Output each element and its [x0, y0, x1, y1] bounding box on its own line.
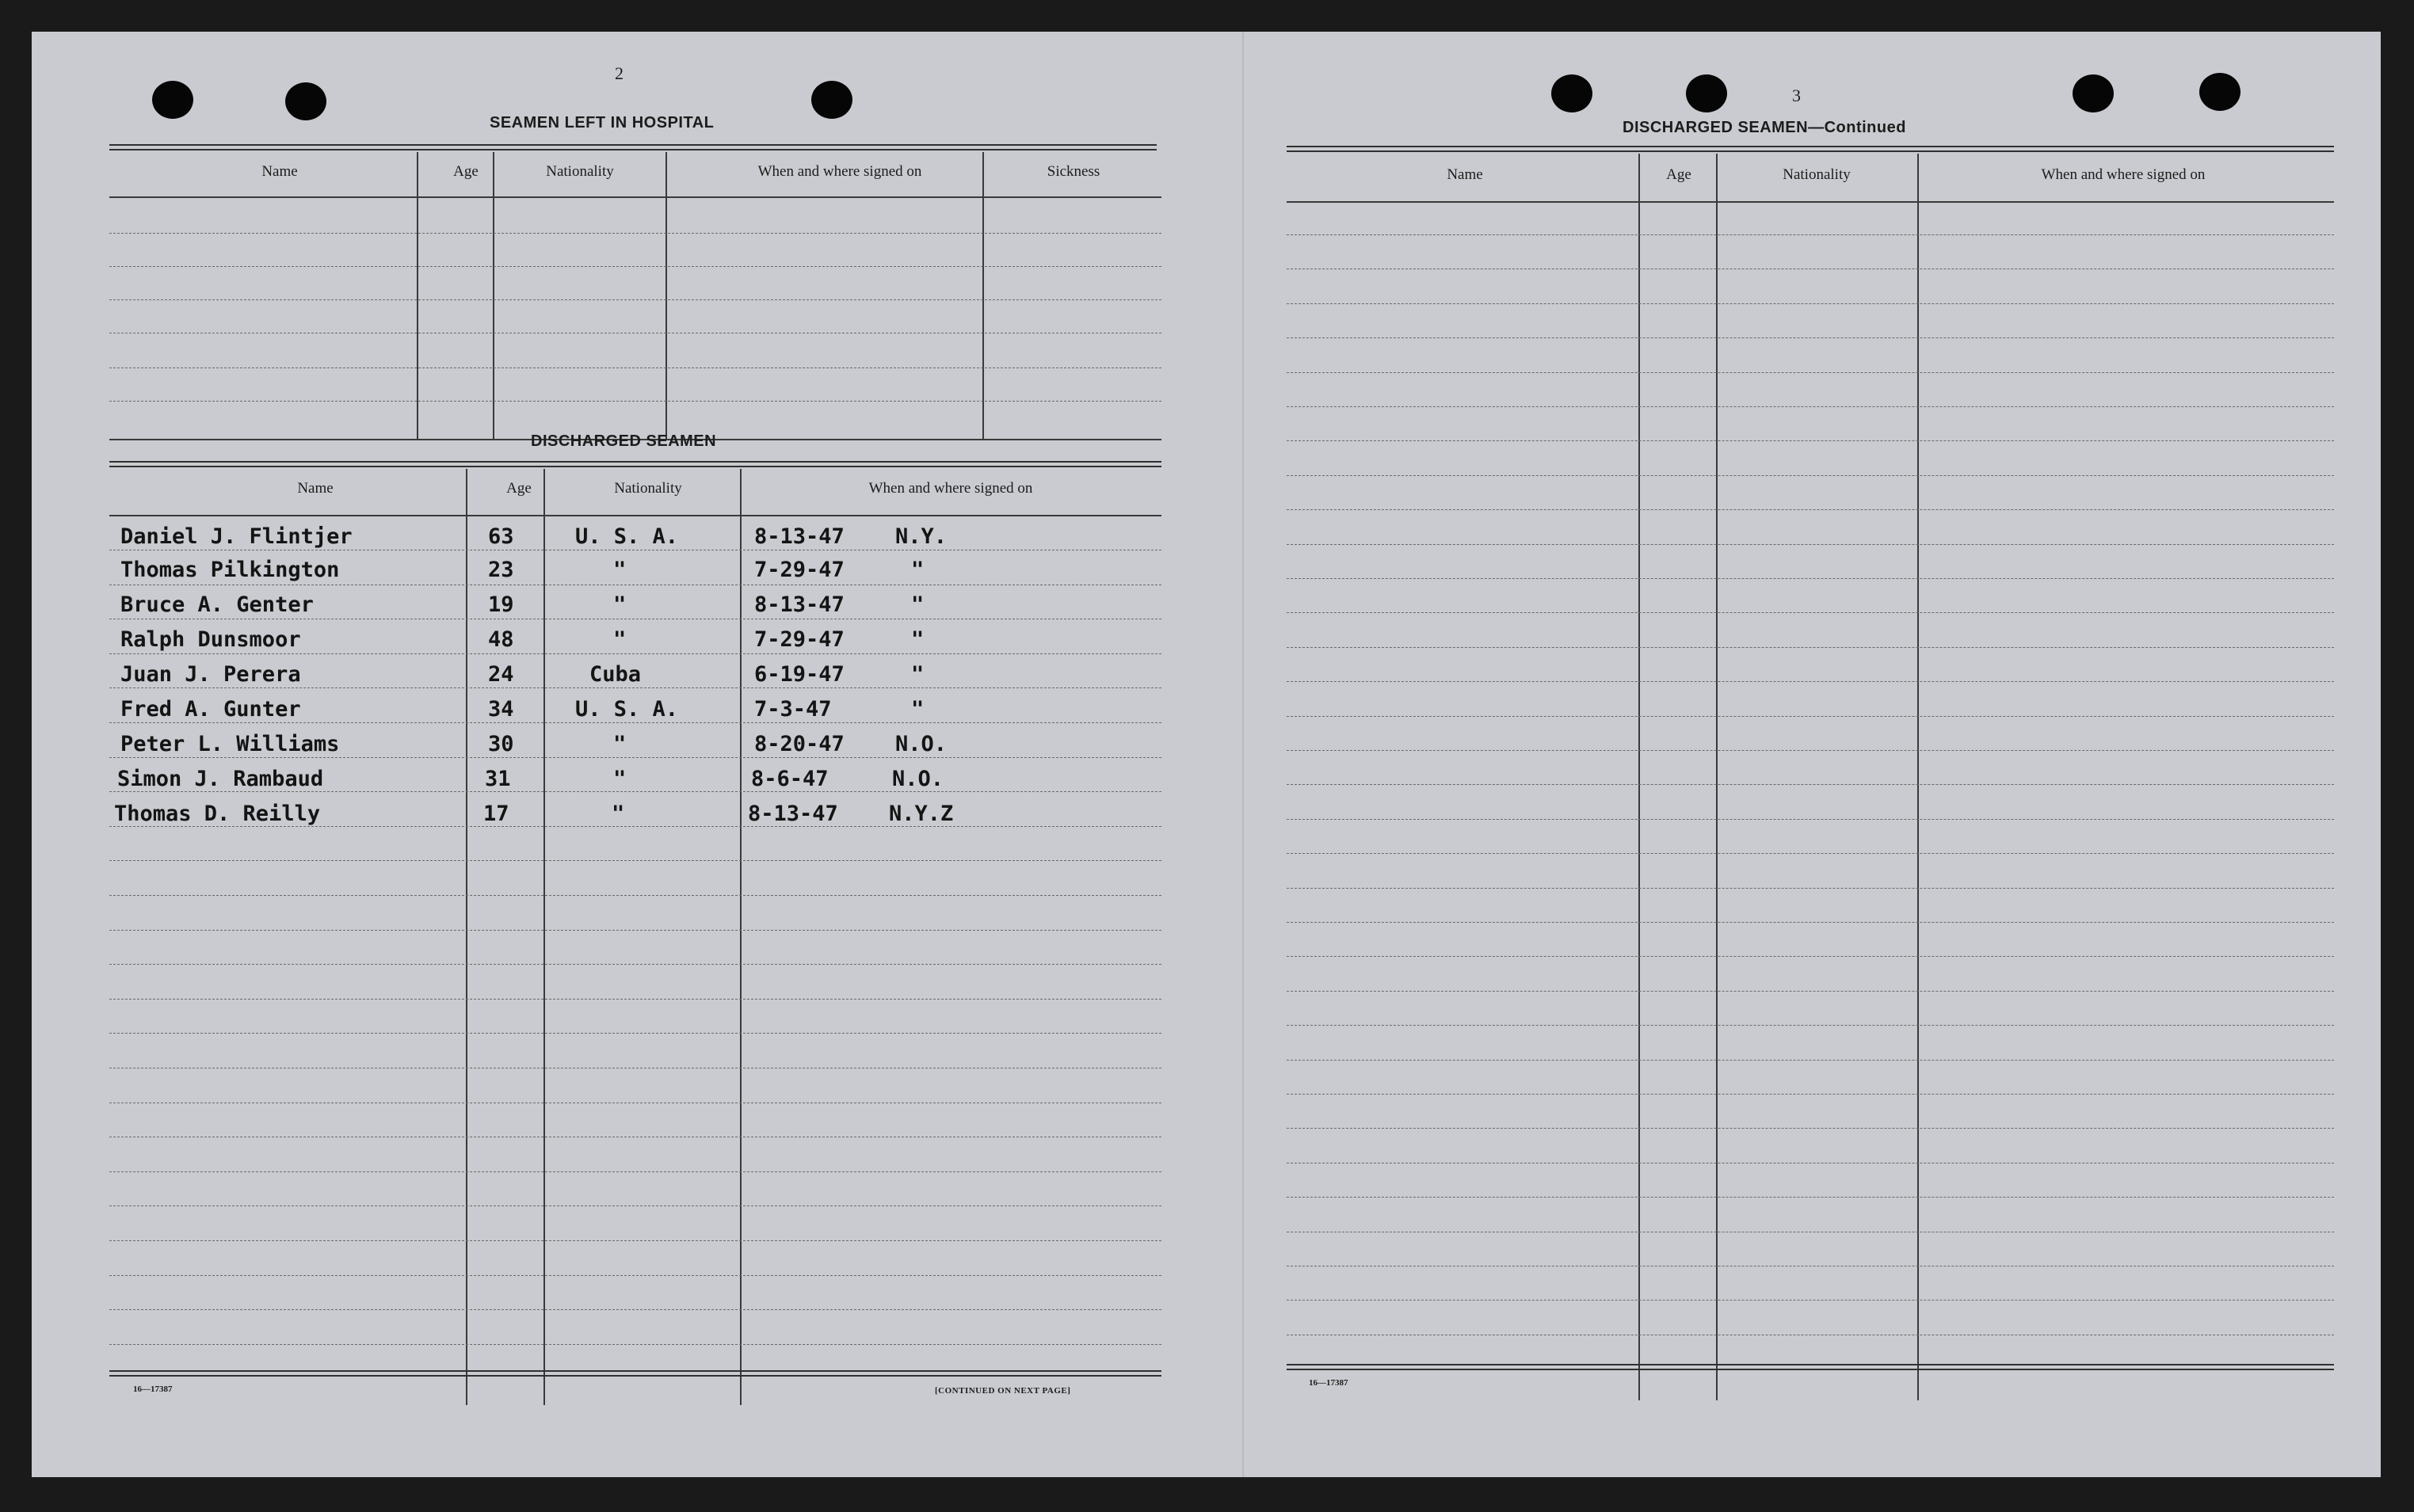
row-rule	[1287, 440, 2334, 441]
rule	[109, 144, 1157, 150]
seaman-name: Simon J. Rambaud	[117, 767, 324, 791]
discharged-title: DISCHARGED SEAMEN	[531, 432, 717, 450]
row-rule	[109, 964, 1161, 965]
seaman-age: 34	[488, 697, 514, 722]
signed-on-place: "	[911, 627, 925, 652]
signed-on-place: N.O.	[892, 767, 944, 791]
signed-on-date: 8-13-47	[754, 592, 845, 617]
row-rule	[1287, 956, 2334, 957]
row-rule	[109, 1205, 1161, 1206]
signed-on-date: 6-19-47	[754, 662, 845, 687]
seaman-age: 24	[488, 662, 514, 687]
row-rule	[1287, 750, 2334, 751]
row-rule	[109, 1033, 1161, 1034]
hospital-title: SEAMEN LEFT IN HOSPITAL	[490, 114, 715, 131]
row-rule	[1287, 1300, 2334, 1301]
signed-on-date: 7-29-47	[754, 627, 845, 652]
signed-on-date: 7-3-47	[754, 697, 832, 722]
signed-on-date: 8-13-47	[754, 524, 845, 549]
seaman-age: 17	[483, 802, 509, 826]
punch-hole	[811, 81, 852, 119]
row-rule	[109, 653, 1161, 654]
signed-on-date: 8-6-47	[751, 767, 829, 791]
col-header-nationality: Nationality	[614, 480, 682, 497]
col-header-age: Age	[506, 480, 532, 497]
row-rule	[109, 860, 1161, 861]
page-number: 3	[1792, 86, 1801, 105]
manifest-sheet	[32, 32, 2381, 1477]
row-rule	[1287, 1197, 2334, 1198]
rule	[109, 196, 1161, 198]
row-rule	[1287, 406, 2334, 407]
column-rule	[982, 152, 984, 440]
seaman-age: 48	[488, 627, 514, 652]
seaman-nationality: "	[613, 732, 627, 756]
seaman-nationality: Cuba	[589, 662, 642, 687]
row-rule	[109, 687, 1161, 688]
rule	[1287, 1364, 2334, 1370]
row-rule	[1287, 888, 2334, 889]
row-rule	[109, 791, 1161, 792]
title-text: DISCHARGED SEAMEN	[1623, 119, 1809, 136]
signed-on-date: 8-20-47	[754, 732, 845, 756]
punch-hole	[2199, 73, 2240, 111]
column-rule	[1917, 154, 1919, 1400]
form-number: 16—17387	[1309, 1378, 1348, 1388]
punch-hole	[152, 81, 193, 119]
rule	[109, 515, 1161, 516]
row-rule	[109, 1309, 1161, 1310]
row-rule	[109, 1240, 1161, 1241]
row-rule	[109, 895, 1161, 896]
row-rule	[1287, 1060, 2334, 1061]
column-rule	[1716, 154, 1718, 1400]
row-rule	[1287, 819, 2334, 820]
punch-hole	[285, 82, 326, 120]
row-rule	[1287, 1094, 2334, 1095]
row-rule	[1287, 509, 2334, 510]
row-rule	[1287, 1128, 2334, 1129]
row-rule	[109, 1275, 1161, 1276]
col-header-age: Age	[453, 163, 479, 180]
row-rule	[1287, 544, 2334, 545]
column-rule	[543, 469, 545, 1405]
row-rule	[1287, 303, 2334, 304]
seaman-nationality: "	[612, 802, 625, 826]
signed-on-place: "	[911, 592, 925, 617]
title-suffix: —Continued	[1808, 119, 1906, 136]
column-rule	[466, 469, 467, 1405]
column-rule	[1638, 154, 1640, 1400]
seaman-name: Ralph Dunsmoor	[120, 627, 301, 652]
row-rule	[1287, 716, 2334, 717]
continued-note: [CONTINUED ON NEXT PAGE]	[935, 1386, 1071, 1396]
col-header-age: Age	[1666, 166, 1691, 183]
signed-on-place: N.Y.Z	[889, 802, 954, 826]
signed-on-place: "	[911, 697, 925, 722]
rule	[109, 461, 1161, 467]
punch-hole	[1686, 74, 1727, 112]
seaman-age: 31	[485, 767, 511, 791]
seaman-age: 30	[488, 732, 514, 756]
col-header-name: Name	[297, 480, 334, 497]
row-rule	[109, 999, 1161, 1000]
row-rule	[1287, 853, 2334, 854]
seaman-nationality: U. S. A.	[575, 697, 679, 722]
form-number: 16—17387	[133, 1384, 173, 1394]
row-rule	[1287, 578, 2334, 579]
seaman-nationality: "	[613, 767, 627, 791]
seaman-name: Thomas Pilkington	[120, 558, 340, 582]
seaman-age: 23	[488, 558, 514, 582]
page-fold	[1242, 32, 1244, 1477]
row-rule	[109, 266, 1161, 267]
row-rule	[1287, 234, 2334, 235]
column-rule	[493, 152, 494, 440]
rule	[109, 1370, 1161, 1377]
row-rule	[1287, 647, 2334, 648]
rule	[1287, 201, 2334, 203]
col-header-sickness: Sickness	[1047, 163, 1100, 180]
seaman-name: Bruce A. Genter	[120, 592, 314, 617]
row-rule	[1287, 1025, 2334, 1026]
punch-hole	[2073, 74, 2114, 112]
row-rule	[1287, 337, 2334, 338]
row-rule	[1287, 1163, 2334, 1164]
col-header-signed-on: When and where signed on	[757, 163, 922, 180]
page-number: 2	[615, 63, 624, 83]
row-rule	[1287, 681, 2334, 682]
row-rule	[109, 930, 1161, 931]
col-header-name: Name	[261, 163, 298, 180]
seaman-name: Thomas D. Reilly	[114, 802, 321, 826]
row-rule	[109, 1171, 1161, 1172]
signed-on-date: 7-29-47	[754, 558, 845, 582]
row-rule	[1287, 991, 2334, 992]
seaman-age: 63	[488, 524, 514, 549]
rule	[1287, 146, 2334, 152]
row-rule	[109, 757, 1161, 758]
row-rule	[1287, 922, 2334, 923]
signed-on-place: "	[911, 662, 925, 687]
col-header-name: Name	[1447, 166, 1483, 183]
seaman-nationality: "	[613, 558, 627, 582]
signed-on-date: 8-13-47	[748, 802, 838, 826]
row-rule	[109, 299, 1161, 300]
row-rule	[109, 722, 1161, 723]
column-rule	[665, 152, 667, 440]
column-rule	[417, 152, 418, 440]
row-rule	[109, 233, 1161, 234]
col-header-nationality: Nationality	[546, 163, 614, 180]
seaman-name: Daniel J. Flintjer	[120, 524, 353, 549]
row-rule	[1287, 784, 2334, 785]
seaman-age: 19	[488, 592, 514, 617]
row-rule	[1287, 475, 2334, 476]
row-rule	[109, 1344, 1161, 1345]
col-header-signed-on: When and where signed on	[2041, 166, 2206, 183]
seaman-name: Fred A. Gunter	[120, 697, 301, 722]
col-header-nationality: Nationality	[1783, 166, 1851, 183]
seaman-nationality: U. S. A.	[575, 524, 679, 549]
punch-hole	[1551, 74, 1592, 112]
signed-on-place: "	[911, 558, 925, 582]
row-rule	[1287, 612, 2334, 613]
seaman-nationality: "	[613, 627, 627, 652]
signed-on-place: N.O.	[895, 732, 948, 756]
row-rule	[109, 401, 1161, 402]
seaman-name: Juan J. Perera	[120, 662, 301, 687]
signed-on-place: N.Y.	[895, 524, 948, 549]
row-rule	[1287, 372, 2334, 373]
col-header-signed-on: When and where signed on	[868, 480, 1033, 497]
seaman-name: Peter L. Williams	[120, 732, 340, 756]
column-rule	[740, 469, 742, 1405]
seaman-nationality: "	[613, 592, 627, 617]
discharged-continued-title	[1623, 119, 1906, 137]
